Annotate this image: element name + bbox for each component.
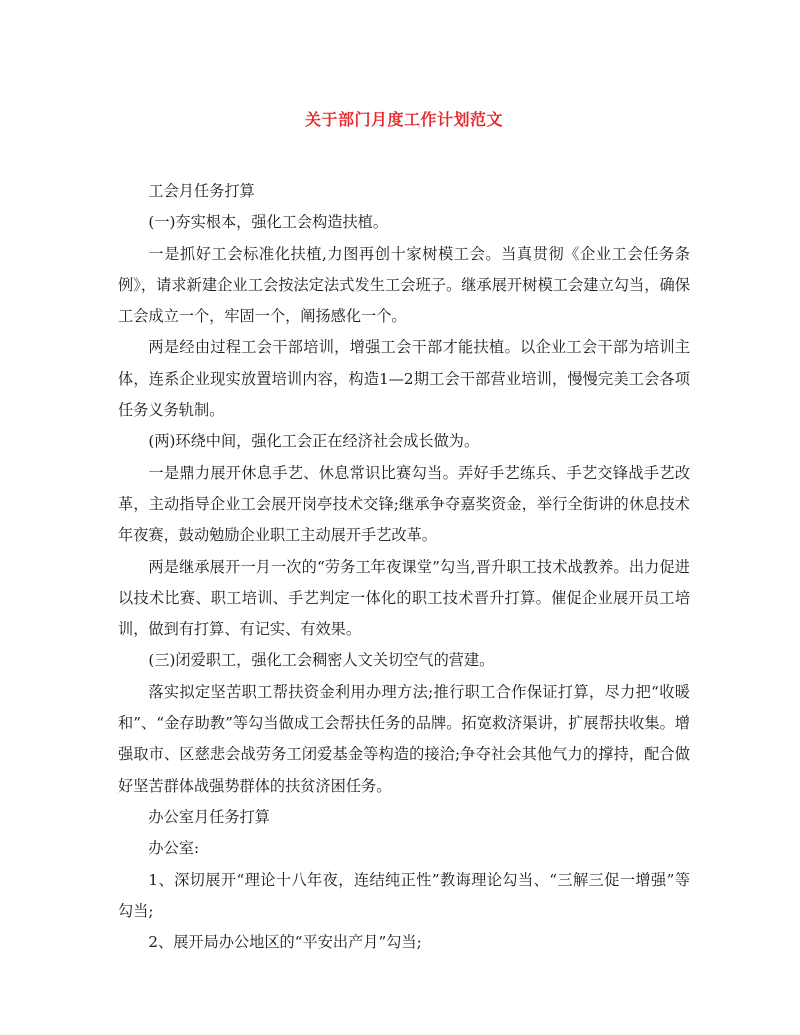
body-paragraph: 落实拟定坚苦职工帮扶资金利用办理方法;推行职工合作保证打算，尽力把“收暖和”、“金存助教”等勾当做成工会帮扶任务的品牌。拓宽救济渠讲，扩展帮扶收集。增强取市、区慈悲会战劳务工闭爱基金等构造的接洽;争夺社会其他气力的撑持，配合做好坚苦群体战强势群体的扶贫济困任务。 — [118, 682, 690, 795]
office-label: 办公室: — [148, 839, 200, 858]
section-heading-union: 工会月任务打算 — [148, 182, 255, 200]
subsection-heading-1: (一)夯实根本，强化工会构造扶植。 — [148, 213, 389, 232]
body-paragraph: 一是抓好工会标准化扶植,力图再创十家树模工会。当真贯彻《企业工会任务条例》，请求新建企业工会按法定法式发生工会班子。继承展开树模工会建立勾当，确保工会成立一个，牢固一个，阐扬感化一个。 — [118, 244, 690, 326]
body-paragraph: 两是继承展开一月一次的“劳务工年夜课堂”勾当,晋升职工技术战教养。出力促进以技术比赛、职工培训、手艺判定一体化的职工技术晋升打算。催促企业展开员工培训，做到有打算、有记实、有效果。 — [118, 557, 690, 639]
section-heading-office: 办公室月任务打算 — [148, 807, 270, 826]
body-paragraph: 两是经由过程工会干部培训，增强工会干部才能扶植。以企业工会干部为培训主体，连系企业现实放置培训内容，构造1—2期工会干部营业培训，慢慢完美工会各项任务义务轨制。 — [118, 338, 690, 420]
list-item: 2、展开局办公地区的“平安出产月”勾当; — [148, 933, 422, 952]
subsection-heading-3: (三)闭爱职工，强化工会稠密人文关切空气的营建。 — [148, 651, 495, 670]
document-title: 关于部门月度工作计划范文 — [304, 110, 503, 129]
subsection-heading-2: (两)环绕中间，强化工会正在经济社会成长做为。 — [148, 432, 480, 451]
body-paragraph: 一是鼎力展开休息手艺、休息常识比赛勾当。弄好手艺练兵、手艺交锋战手艺改革，主动指导企业工会展开岗亭技术交锋;继承争夺嘉奖资金，举行全街讲的休息技术年夜赛，鼓动勉励企业职工主动展开手艺改革。 — [118, 463, 690, 545]
list-item: 1、深切展开“理论十八年夜，连结纯正性”教诲理论勾当、“三解三促一增强”等勾当; — [118, 870, 690, 920]
document-page — [118, 108, 690, 958]
